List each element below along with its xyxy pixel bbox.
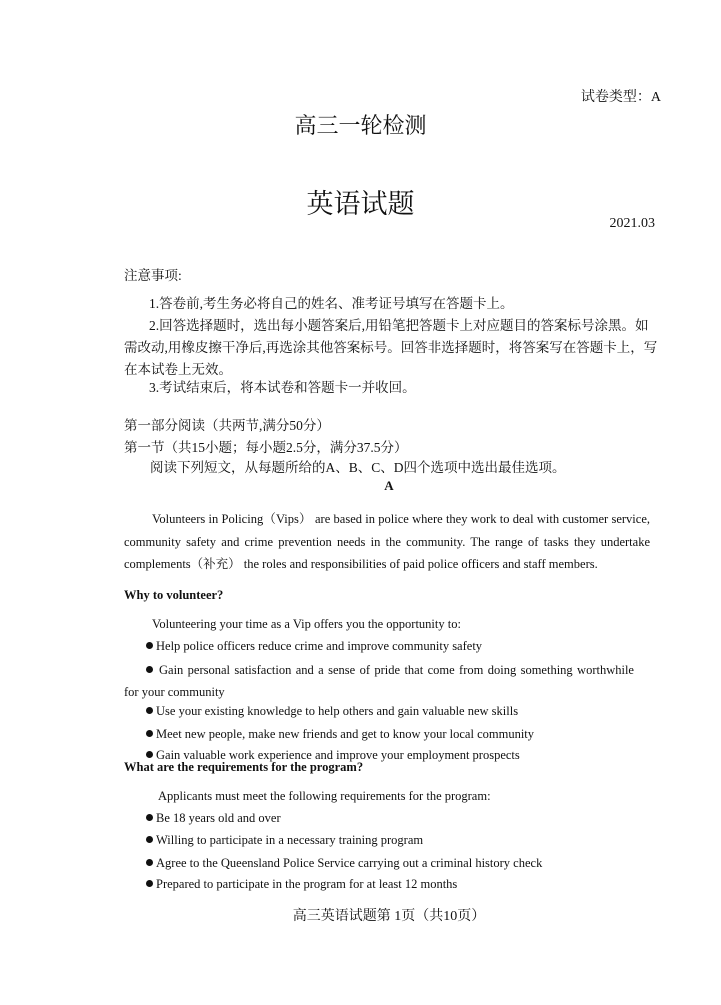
subsection-heading: 第一节（共15小题；每小题2.5分，满分37.5分） [124, 440, 408, 455]
why-intro: Volunteering your time as a Vip offers you the opportunity to: [152, 617, 461, 631]
bullet-icon [146, 730, 153, 737]
exam-title: 高三一轮检测 [294, 113, 427, 138]
bullet-icon [146, 880, 153, 887]
bullet-icon [146, 859, 153, 866]
list-item: Be 18 years old and over [146, 811, 281, 826]
note-item: 3.考试结束后，将本试卷和答题卡一并收回。 [149, 380, 416, 395]
exam-date: 2021.03 [609, 216, 655, 231]
note-item: 1.答卷前,考生务必将自己的姓名、准考证号填写在答题卡上。 [149, 296, 514, 311]
list-item: Help police officers reduce crime and improve community safety [146, 639, 482, 654]
part-heading: 第一部分阅读（共两节,满分50分） [124, 418, 330, 433]
why-heading: Why to volunteer? [124, 588, 224, 602]
bullet-icon [146, 642, 153, 649]
bullet-icon [146, 666, 153, 673]
note-item: 2.回答选择题时，选出每小题答案后,用铅笔把答题卡上对应题目的答案标号涂黑。如需改动,用橡皮擦干净后,再选涂其他答案标号。回答非选择题时，将答案写在答题卡上，写在本试卷上无效。 [124, 318, 658, 377]
list-item: Agree to the Queensland Police Service carrying out a criminal history check [146, 856, 542, 871]
requirements-intro: Applicants must meet the following requirements for the program: [158, 789, 491, 803]
reading-instruction: 阅读下列短文，从每题所给的A、B、C、D四个选项中选出最佳选项。 [150, 460, 566, 475]
bullet-icon [146, 814, 153, 821]
list-item: Meet new people, make new friends and get to know your local community [146, 727, 534, 742]
page-footer: 高三英语试题第 1页（共10页） [292, 909, 486, 924]
bullet-icon [146, 707, 153, 714]
paper-type-label: 试卷类型：A [580, 90, 661, 105]
list-item: Gain valuable work experience and improve your employment prospects [146, 748, 520, 763]
list-item: Willing to participate in a necessary training program [146, 833, 423, 848]
requirements-heading: What are the requirements for the program? [124, 760, 364, 774]
bullet-icon [146, 836, 153, 843]
bullet-icon [146, 751, 153, 758]
notes-heading: 注意事项: [124, 268, 182, 283]
passage-intro: Volunteers in Policing（Vips） are based in police where they work to deal with customer service, community safety and crime prevention needs in the community. The range of tasks they undertake complements（补充） the roles and responsibilities of paid police officers and staff members. [124, 512, 650, 571]
subject-title: 英语试题 [306, 189, 415, 219]
list-item: Gain personal satisfaction and a sense of pride that come from doing something worthwhile for your community [124, 663, 634, 699]
passage-label: A [384, 478, 394, 493]
list-item: Prepared to participate in the program for at least 12 months [146, 877, 457, 892]
list-item: Use your existing knowledge to help others and gain valuable new skills [146, 704, 518, 719]
